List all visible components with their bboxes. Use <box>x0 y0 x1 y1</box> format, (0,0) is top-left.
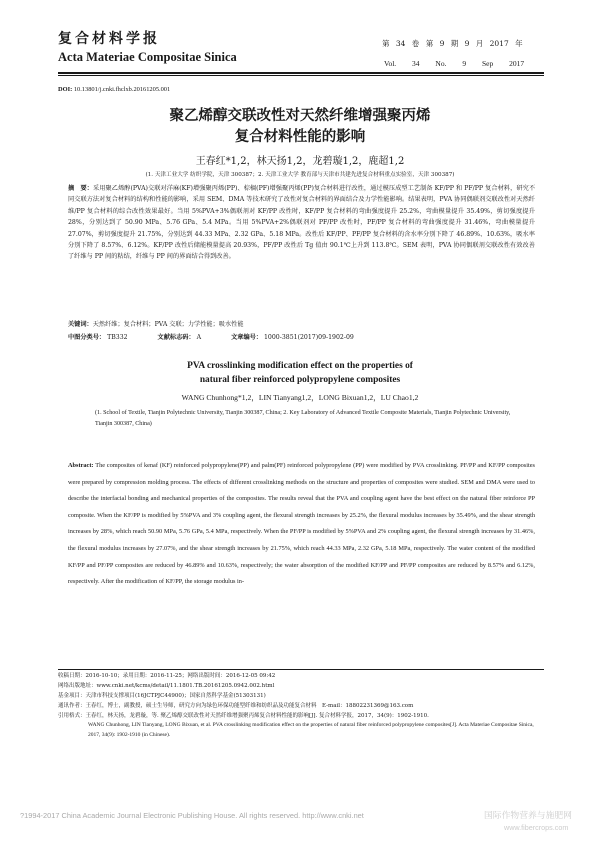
classification-row <box>68 332 535 341</box>
journal-title-en: Acta Materiae Compositae Sinica <box>58 50 237 64</box>
header-rule <box>58 72 544 74</box>
citation-block <box>58 712 544 740</box>
keywords-cn <box>68 319 535 330</box>
abstract-cn <box>68 183 535 263</box>
watermark-en: www.fibercrops.com <box>504 823 569 832</box>
doi-label: DOI: <box>58 86 73 93</box>
clc-value: TB332 <box>107 334 128 341</box>
corresponding-author: 通讯作者：王春红，博士，副教授，硕士生导师，研究方向为绿色环保功能型纤维和纺织品及功能复合材料 E-mail：18802231369@163.com <box>58 703 414 709</box>
doi-value: 10.13801/j.cnki.fhclxb.20161205.001 <box>73 86 171 93</box>
keywords-cn-label: 关键词： <box>68 321 93 328</box>
article-title-cn <box>60 105 540 147</box>
title-en-line1: PVA crosslinking modification effect on the properties of <box>187 361 413 371</box>
clc-label: 中图分类号： <box>68 334 106 341</box>
authors-en: WANG Chunhong*1,2，LIN Tianyang1,2，LONG Bixuan1,2，LU Chao1,2 <box>181 393 419 402</box>
abstract-en-label: Abstract: <box>68 462 94 469</box>
copyright-footer: ?1994-2017 China Academic Journal Electronic Publishing House. All rights reserved. http://www.cnki.net <box>20 811 364 820</box>
journal-title-cn: 复合材料学报 <box>58 31 160 47</box>
article-title-en <box>60 360 540 387</box>
doc-code-value: A <box>196 334 202 341</box>
footnote-rule <box>58 669 544 670</box>
received-dates: 收稿日期：2016-10-10；录用日期：2016-11-25；网络出版时间：2016-12-05 09:42 <box>58 673 276 679</box>
issue-info-cn: 第 34 卷 第 9 期 9 月 2017 年 <box>382 39 523 48</box>
citation-cn: 引用格式：王春红，林天扬，龙碧璇，等. 聚乙烯醇交联改性对天然纤维增强聚丙烯复合材料性能的影响[J]. 复合材料学报，2017，34(9)：1902-1910. <box>58 713 429 719</box>
abstract-cn-label: 摘 要： <box>68 185 93 192</box>
authors-cn: 王春红*1,2，林天扬1,2，龙碧璇1,2，鹿超1,2 <box>195 156 405 167</box>
citation-en: WANG Chunhong, LIN Tianyang, LONG Bixuan, et al. PVA crosslinking modification effect on the properties of natural fiber reinforced polypropylene composites[J]. Acta Materiae Compositae Sinica, 2017, 34(9): 1902-1910 (in Chinese). <box>88 722 534 738</box>
affiliation-cn: (1. 天津工业大学 纺织学院，天津 300387；2. 天津工业大学 教育部与天津市共建先进复合材料重点实验室，天津 300387) <box>145 172 455 178</box>
title-en-line2: natural fiber reinforced polypropylene composites <box>199 374 401 385</box>
issue-info-en: Vol. 34 No. 9 Sep 2017 <box>384 59 525 68</box>
keywords-cn-text: 天然纤维；复合材料；PVA 交联；力学性能；吸水性能 <box>92 321 244 328</box>
abstract-en <box>68 458 535 591</box>
online-url[interactable]: 网络出版地址：www.cnki.net/kcms/detail/11.1801.TB.20161205.0942.002.html <box>58 683 275 689</box>
doc-code-label: 文献标志码： <box>157 334 195 341</box>
article-no-value: 1000-3851(2017)09-1902-09 <box>263 334 354 341</box>
abstract-en-text: The composites of kenaf (KF) reinforced polypropylene(PP) and palm(PF) reinforced polypropylene (PP) were modified by PVA crosslinking. PF/PP and KF/PP composites were prepared by compression molding process. The effects of different crosslinking methods on the structure and properties of composites were studied. SEM and DMA were used to describe the interfacial bonding and mechanical properties of the composites. The results reveal that the PVA and coupling agent have the best effect on the natural fiber reinforce PP composite. When the KF/PP is modified by 5%PVA and 3% coupling agent, the flexural strength increases by 25.2%, the flexural modulus increases by 35.49%, and the shear strength increases by 28%, which reach 50.90 MPa, 5.76 GPa, 5.4 MPa, respectively. When the PF/PP is modified by 5%PVA and 2% coupling agent, the flexural strength increases by 31.46%, the flexural modulus increases by 27.07%, and the shear strength increases by 21.75%, which reach 44.33 MPa, 2.32 GPa, 5.18 MPa, respectively. The water content of the modified KF/PP and PF/PP composites are reduced by 46.89% and 10.63%, respectively; the water absorption of the modified KF/PP and PF/PP composites are reduced by 8.57% and 6.12%, respectively. After the modification of KF/PP, the storage modulus in- <box>68 462 535 586</box>
title-cn-line1: 聚乙烯醇交联改性对天然纤维增强聚丙烯 <box>169 107 431 124</box>
doi-line <box>58 86 170 93</box>
footnotes <box>58 671 544 711</box>
funding: 基金项目：天津市科技支撑项目(16JCTPJC44900)；国家自然科学基金(51303131) <box>58 693 266 699</box>
watermark-cn: 国际作物营养与施肥网 <box>484 811 572 821</box>
title-cn-line2: 复合材料性能的影响 <box>234 128 366 145</box>
abstract-cn-text: 采用聚乙烯醇(PVA)交联对洋麻(KF)增强聚丙烯(PP)、棕榈(PF)增强聚丙烯(PP)复合材料进行改性，通过模压成型工艺制备 KF/PP 和 PF/PP 复合材料，研究不同交联方法对复合材料的结构和性能的影响，采用 SEM、DMA 等技术研究了改性对复合材料的界面结合及力学性能影响。结果表明，PVA 协同偶联剂交联改性对天然纤维/PP 复合材料的综合改性效果最好。当用 5%PVA+3%偶联剂对 KF/PP 改性时，KF/PP 复合材料的弯曲强度提升 25.2%，弯曲模量提升 35.49%，剪切强度提升 28%，分别达到了 50.90 MPa、5.76 GPa、5.4 MPa。当用 5%PVA+2%偶联剂对 PF/PP 改性时，PF/PP 复合材料的弯曲强度提升 31.46%，弯曲模量提升 27.07%，剪切强度提升 21.75%，分别达到 44.33 MPa、2.32 GPa、5.18 MPa。改性后 KF/PP、PF/PP 复合材料的含水率分别下降了 46.89%、10.63%，吸水率分别下降了 8.57%、6.12%。KF/PP 改性后储能模量提高 20.93%，PF/PP 改性后 Tg 值由 90.1℃上升到 113.8℃。SEM 表明，PVA 协同偶联剂交联改性有效改善了纤维与 PP 间的粘结，纤维与 PP 间的界面结合得到改善。 <box>68 185 536 261</box>
article-no-label: 文章编号： <box>231 334 263 341</box>
affiliation-en: (1. School of Textile, Tianjin Polytechnic University, Tianjin 300387, China; 2. Key Laboratory of Advanced Textile Composite Materials, Tianjin Polytechnic University, Tianjin 300387, China) <box>95 410 511 427</box>
header-rule-thin <box>58 75 544 76</box>
